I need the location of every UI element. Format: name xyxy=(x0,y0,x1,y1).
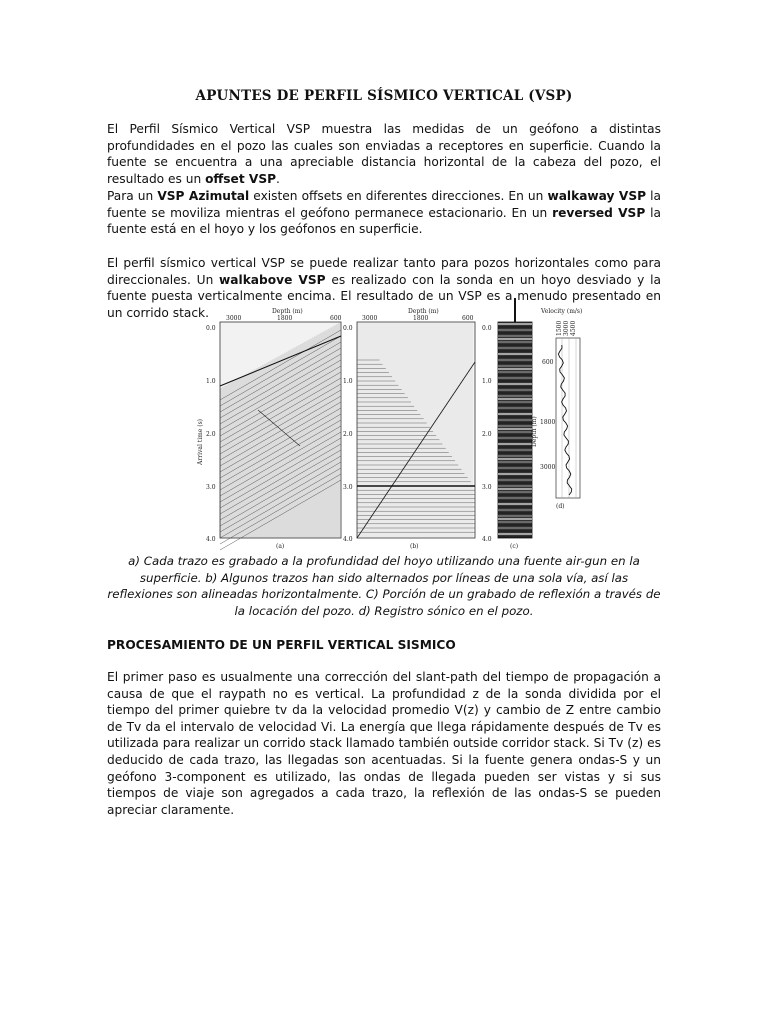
figure-caption: a) Cada trazo es grabado a la profundidad del hoyo utilizando una fuente air-gun en la superficie. b) Algunos trazos han sido alternados por líneas de una sola vía, así las reflexiones son alineadas horizontalmente. C) Porción de un grabado de reflexión a través de la locación del pozo. d) Registro sónico en el pozo. xyxy=(107,554,661,618)
panel-b-depth-tick: 1800 xyxy=(413,315,429,322)
panel-a-time-tick: 3.0 xyxy=(206,484,216,491)
bold-term-offset-vsp: offset VSP xyxy=(205,171,277,186)
bold-term-walkabove-vsp: walkabove VSP xyxy=(219,272,326,287)
panel-d-letter: (d) xyxy=(556,503,565,510)
panel-a-depth-tick: 1800 xyxy=(277,315,293,322)
panel-c-reflection-record xyxy=(482,298,532,550)
panel-b-depth-tick: 600 xyxy=(462,315,474,322)
panel-a-time-label: Arrival time (s) xyxy=(197,418,204,465)
panel-b-depth-label: Depth (m) xyxy=(408,308,439,315)
panel-c-letter: (c) xyxy=(510,543,519,550)
panel-d-depth-tick: 600 xyxy=(542,359,554,366)
panel-a-time-tick: 1.0 xyxy=(206,378,216,385)
panel-d-velocity-tick: 4500 xyxy=(570,320,577,336)
text-run: El Perfil Sísmico Vertical VSP muestra las medidas de un geófono a distintas profundidades en el pozo las cuales son enviadas a receptores en superficie. Cuando la fuente se encuentra a una apreciable distancia horizontal de la cabeza del pozo, el resultado es un xyxy=(107,122,661,186)
panel-b-time-tick: 4.0 xyxy=(343,536,353,543)
panel-b-time-tick: 1.0 xyxy=(343,378,353,385)
text-run: la fuente se moviliza mientras el geófono permanece estacionario. En un xyxy=(107,189,661,220)
panel-a-time-tick: 2.0 xyxy=(206,431,216,438)
document-title: APUNTES DE PERFIL SÍSMICO VERTICAL (VSP) xyxy=(195,88,573,104)
panel-a-time-tick: 0.0 xyxy=(206,325,216,332)
panel-a-seismogram xyxy=(197,308,342,550)
panel-b-letter: (b) xyxy=(410,543,419,550)
section-heading: PROCESAMIENTO DE UN PERFIL VERTICAL SISMICO xyxy=(107,638,456,652)
paragraph-processing: El primer paso es usualmente una corrección del slant-path del tiempo de propagación a causa de que el raypath no es vertical. La profundidad z de la sonda dividida por el tiempo del primer quiebre tv da la velocidad promedio V(z) y cambio de Z entre cambio de Tv da el intervalo de velocidad Vi. La energía que llega rápidamente después de Tv es utilizada para realizar un corrido stack llamado también outside corridor stack. Si Tv (z) es deducido de cada trazo, las llegadas son acentuadas. Si la fuente genera ondas-S y un geófono 3-component es utilizado, las ondas de llegada pueden ser vistas y si sus tiempos de viaje son agregados a cada trazo, la reflexión de las ondas-S se pueden apreciar claramente. xyxy=(107,670,661,817)
text-run: la fuente está en el hoyo y los geófonos en superficie. xyxy=(107,205,661,237)
panel-c-time-tick: 3.0 xyxy=(482,484,492,491)
panel-d-velocity-tick: 3000 xyxy=(563,320,570,336)
panel-b-time-tick: 0.0 xyxy=(343,325,353,332)
text-run: Para un xyxy=(107,189,158,203)
panel-d-sonic-log xyxy=(531,308,582,510)
text-run: existen offsets en diferentes direcciones. En un xyxy=(249,189,548,203)
panel-b-seismogram xyxy=(343,308,475,550)
text-run: El perfil sísmico vertical VSP se puede realizar tanto para pozos horizontales como para direccionales. Un xyxy=(107,256,661,287)
panel-d-velocity-label: Velocity (m/s) xyxy=(541,308,583,315)
panel-d-frame xyxy=(556,338,580,498)
panel-a-depth-label: Depth (m) xyxy=(272,308,303,315)
panel-a-depth-tick: 3000 xyxy=(226,315,242,322)
panel-d-depth-tick: 1800 xyxy=(540,419,556,426)
panel-b-depth-tick: 3000 xyxy=(362,315,378,322)
bold-term-walkaway-vsp: walkaway VSP xyxy=(547,189,647,203)
bold-term-vsp-azimutal: VSP Azimutal xyxy=(157,189,250,203)
text-run: . xyxy=(276,171,280,186)
text-run: es realizado con la sonda en un hoyo desviado y la fuente puesta verticalmente encima. El resultado de un VSP es a menudo presentado en un corrido stack. xyxy=(107,272,661,320)
panel-b-time-tick: 2.0 xyxy=(343,431,353,438)
panel-c-time-tick: 0.0 xyxy=(482,325,492,332)
panel-d-depth-label: Depth (m) xyxy=(531,416,538,447)
panel-d-depth-tick: 3000 xyxy=(540,464,556,471)
panel-b-time-tick: 3.0 xyxy=(343,484,353,491)
panel-d-velocity-tick: 1500 xyxy=(556,320,563,336)
panel-c-time-tick: 1.0 xyxy=(482,378,492,385)
bold-term-reversed-vsp: reversed VSP xyxy=(552,205,646,220)
panel-c-time-tick: 4.0 xyxy=(482,536,492,543)
panel-a-letter: (a) xyxy=(276,543,285,550)
panel-c-time-tick: 2.0 xyxy=(482,431,492,438)
panel-a-depth-tick: 600 xyxy=(330,315,342,322)
panel-a-time-tick: 4.0 xyxy=(206,536,216,543)
